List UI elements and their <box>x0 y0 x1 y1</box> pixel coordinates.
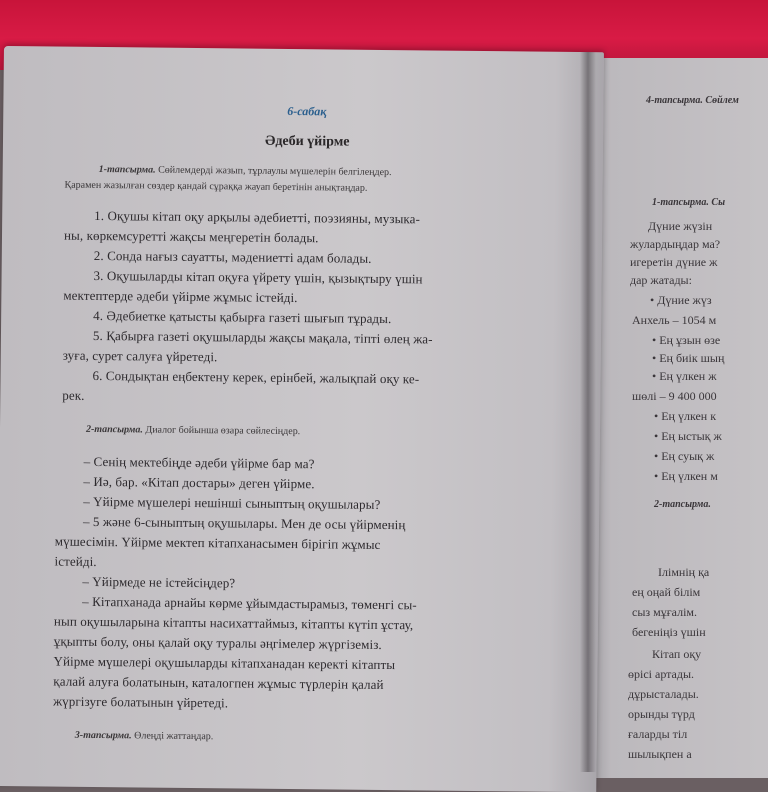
right-line: шөлі – 9 400 000 <box>632 389 717 403</box>
right-line: • Ең суық ж <box>654 449 715 463</box>
dialogue-line: – Кітапханада арнайы көрме ұйымдастырамыз, төменгі сы- <box>82 593 417 613</box>
numbered-sentence: 6. Сондықтан еңбектену керек, ерінбей, жалықпай оқу ке- <box>92 367 420 387</box>
lesson-number: 6-сабақ <box>287 103 327 119</box>
dialogue-line: – Үйірмеде не істейсіңдер? <box>82 573 236 591</box>
right-task-1-heading: 1-тапсырма. Сы <box>652 197 726 208</box>
right-line: шылықпен а <box>628 747 692 761</box>
right-line: Ілімнің қа <box>658 565 710 579</box>
right-line: өрісі артады. <box>628 667 695 681</box>
dialogue-line: – Иә, бар. «Кітап достары» деген үйірме. <box>83 473 315 492</box>
right-line: • Ең ұзын өзе <box>652 333 721 347</box>
right-line: Анхель – 1054 м <box>632 313 717 327</box>
task-1-label: 1-тапсырма. <box>98 163 156 176</box>
right-line: дұрысталады. <box>628 687 699 701</box>
numbered-sentence: 5. Қабырға газеті оқушыларды жақсы мақала, тіпті өлең жа- <box>92 327 433 347</box>
numbered-sentence: 2. Сонда нағыз сауатты, мәдениетті адам болады. <box>93 247 372 266</box>
dialogue-line: – Үйірме мүшелері нешінші сыныптың оқушылары? <box>83 493 381 512</box>
right-line: игеретін дүние ж <box>630 255 718 269</box>
task-2-instruction: Диалог бойынша өзара сөйлесіңдер. <box>145 424 301 438</box>
dialogue-line: Үйірме мүшелері оқушыларды кітапханадан керекті кітапты <box>53 653 396 673</box>
right-line: • Ең үлкен к <box>654 409 717 423</box>
task-3-instruction: Өлеңді жаттаңдар. <box>134 730 214 743</box>
task-3-label: 3-тапсырма. <box>74 729 132 742</box>
right-line: дар жатады: <box>630 273 692 287</box>
right-line: • Ең үлкен м <box>654 469 718 483</box>
dialogue-line: істейді. <box>54 553 97 569</box>
numbered-sentence: 1. Оқушы кітап оқу арқылы әдебиетті, поэзияны, музыка- <box>94 207 421 227</box>
numbered-sentence: ны, көркемсуретті жақсы меңгеретін болады. <box>63 227 319 246</box>
right-line: • Дүние жүз <box>650 293 712 307</box>
right-task-2-heading: 2-тапсырма. <box>654 499 711 510</box>
numbered-sentence: 3. Оқушыларды кітап оқуға үйрету үшін, қызықтыру үшін <box>93 267 423 287</box>
dialogue-line: жүргізуге болатынын үйретеді. <box>53 693 229 711</box>
task-1-instruction: Сөйлемдерді жазып, тұрлаулы мүшелерін белгілеңдер. <box>158 164 392 179</box>
dialogue-line: қалай алуға болатынын, каталогпен жұмыс түрлерін қалай <box>53 673 384 693</box>
dialogue-line: – Сенің мектебіңде әдеби үйірме бар ма? <box>83 453 315 472</box>
right-line: Дүние жүзін <box>648 219 713 233</box>
right-line: • Ең үлкен ж <box>652 369 717 383</box>
dialogue-line: мүшесімін. Үйірме мектеп кітапханасымен бірігіп жұмыс <box>54 533 381 552</box>
right-line: ең оңай білім <box>632 585 701 599</box>
right-line: бегеніңіз үшін <box>632 625 706 639</box>
dialogue-line: нып оқушыларына кітапты насихаттаймыз, кітапты күтіп ұстау, <box>53 613 414 633</box>
right-line: Кітап оқу <box>652 647 702 661</box>
right-line: ғаларды тіл <box>628 727 688 741</box>
page-title: Әдеби үйірме <box>264 133 350 150</box>
right-line: сыз мұғалім. <box>632 605 697 619</box>
right-page <box>588 58 768 778</box>
right-task-4-heading: 4-тапсырма. Сөйлем <box>646 95 739 106</box>
task-1-instruction-cont: Қарамен жазылған сөздер қандай сұраққа жауап беретінін анықтаңдар. <box>64 179 368 194</box>
numbered-sentence: зуға, сурет салуға үйретеді. <box>62 347 218 365</box>
right-line: жулардыңдар ма? <box>630 237 721 251</box>
task-2-label: 2-тапсырма. <box>85 423 143 436</box>
numbered-sentence: 4. Әдебиетке қатысты қабырға газеті шығып тұрады. <box>93 307 392 327</box>
book-gutter-shadow <box>580 52 596 772</box>
dialogue-line: – 5 және 6-сыныптың оқушылары. Мен де осы үйірменің <box>82 513 406 533</box>
right-line: • Ең биік шың <box>652 351 725 365</box>
task-1-line <box>99 165 392 178</box>
right-line: орынды түрд <box>628 707 695 721</box>
numbered-sentence: мектептерде әдеби үйірме жұмыс істейді. <box>63 287 298 306</box>
numbered-sentence: рек. <box>62 387 85 403</box>
right-line: • Ең ыстық ж <box>654 429 722 443</box>
dialogue-line: ұқыпты болу, оны қалай оқу туралы әңгімелер жүргіземіз. <box>53 633 382 652</box>
task-2-line <box>86 425 300 437</box>
task-3-line <box>75 731 214 742</box>
left-page <box>0 46 604 792</box>
